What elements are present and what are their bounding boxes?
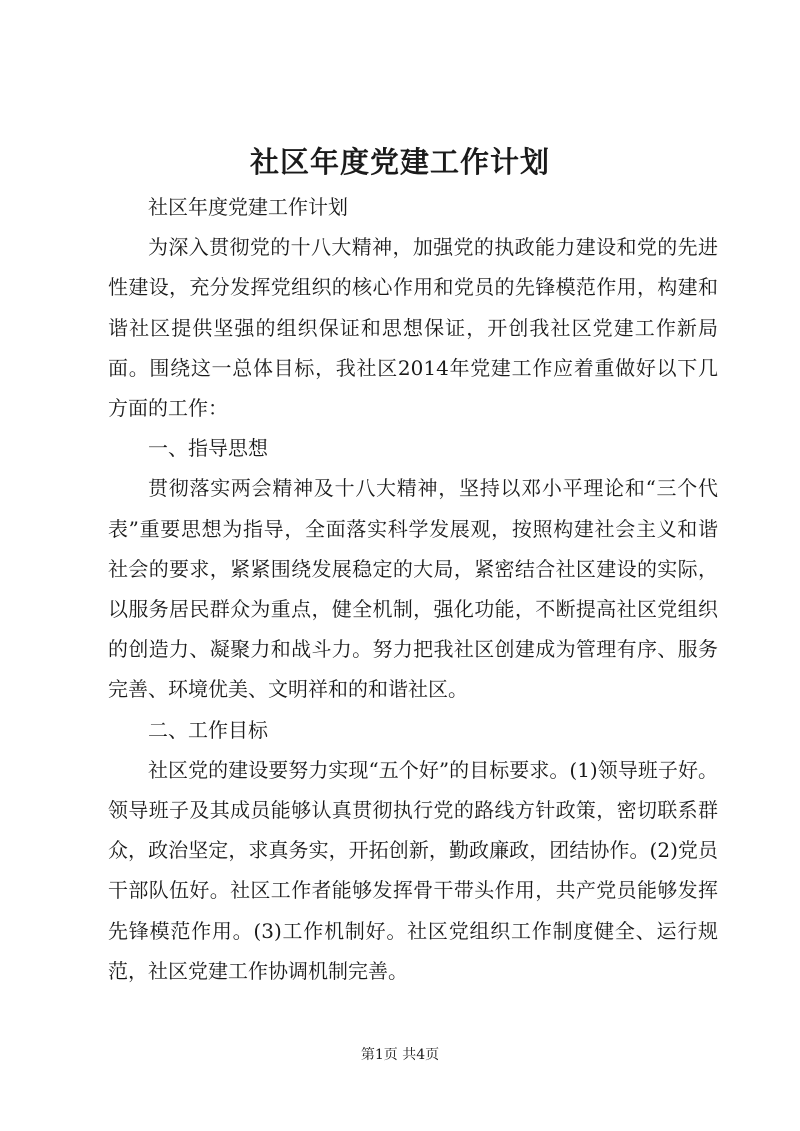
paragraph-work-goals: 社区党的建设要努力实现“五个好”的目标要求。(1)领导班子好。领导班子及其成员能够认真贯彻执行党的路线方针政策，密切联系群众，政治坚定，求真务实，开拓创新，勤政廉政，团结协作。(2)党员干部队伍好。社区工作者能够发挥骨干带头作用，共产党员能够发挥先锋模范作用。(3)工作机制好。社区党组织工作制度健全、运行规范，社区党建工作协调机制完善。 bbox=[108, 757, 718, 983]
document-body bbox=[108, 187, 718, 991]
paragraph-guiding-ideology: 贯彻落实两会精神及十八大精神，坚持以邓小平理论和“三个代表”重要思想为指导，全面落实科学发展观，按照构建社会主义和谐社会的要求，紧紧围绕发展稳定的大局，紧密结合社区建设的实际，以服务居民群众为重点，健全机制，强化功能，不断提高社区党组织的创造力、凝聚力和战斗力。努力把我社区创建成为管理有序、服务完善、环境优美、文明祥和的和谐社区。 bbox=[108, 476, 718, 702]
section-heading-guiding-ideology: 一、指导思想 bbox=[148, 436, 268, 461]
paragraph-subtitle: 社区年度党建工作计划 bbox=[148, 195, 348, 219]
section-heading-work-goals: 二、工作目标 bbox=[148, 717, 268, 742]
paragraph-intro: 为深入贯彻党的十八大精神，加强党的执政能力建设和党的先进性建设，充分发挥党组织的核心作用和党员的先锋模范作用，构建和谐社区提供坚强的组织保证和思想保证，开创我社区党建工作新局面。围绕这一总体目标，我社区2014年党建工作应着重做好以下几方面的工作： bbox=[108, 235, 718, 421]
document-title: 社区年度党建工作计划 bbox=[249, 145, 550, 179]
page-footer: 第1页 共4页 bbox=[360, 1047, 440, 1063]
